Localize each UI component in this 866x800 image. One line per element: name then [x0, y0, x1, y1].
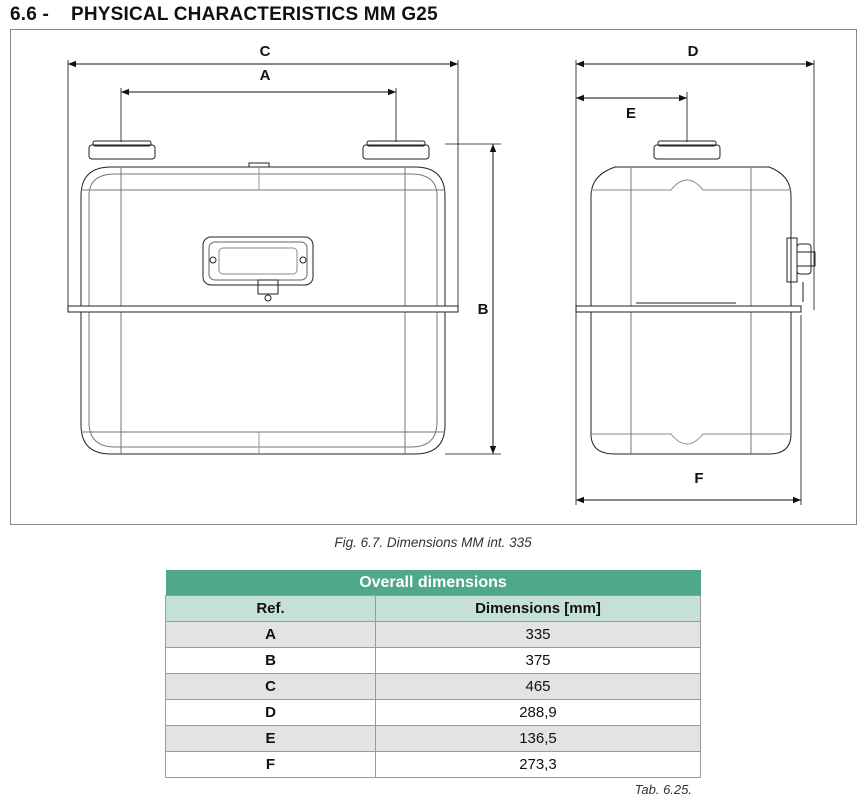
table-row: [166, 700, 701, 726]
section-number: 6.6 -: [10, 4, 50, 25]
side-flange: [576, 306, 801, 312]
side-fitting: [787, 238, 797, 282]
figure-frame: [10, 29, 857, 525]
label-c: C: [259, 43, 271, 60]
table-row: [166, 648, 701, 674]
side-nozzle: [654, 145, 720, 159]
row-value: 136,5: [376, 726, 701, 752]
figure-caption: Fig. 6.7. Dimensions MM int. 335: [334, 535, 532, 550]
row-ref: E: [166, 726, 376, 752]
front-flange: [68, 306, 458, 312]
label-f: F: [694, 470, 704, 487]
label-a: A: [259, 67, 271, 84]
row-ref: C: [166, 674, 376, 700]
table-row: [166, 726, 701, 752]
row-ref: D: [166, 700, 376, 726]
label-d: D: [687, 43, 699, 60]
technical-drawing: [11, 30, 858, 526]
label-e: E: [625, 105, 637, 122]
front-view: [68, 141, 458, 454]
section-heading: [10, 4, 438, 26]
row-ref: B: [166, 648, 376, 674]
header-dimensions: Dimensions [mm]: [376, 596, 701, 622]
table-row: [166, 622, 701, 648]
table-row: [166, 752, 701, 778]
table-caption: Tab. 6.25.: [634, 782, 692, 797]
outlet-nozzle: [363, 145, 429, 159]
row-ref: A: [166, 622, 376, 648]
row-ref: F: [166, 752, 376, 778]
row-value: 288,9: [376, 700, 701, 726]
label-b: B: [477, 301, 489, 318]
row-value: 375: [376, 648, 701, 674]
side-view: [576, 141, 815, 454]
section-title: PHYSICAL CHARACTERISTICS MM G25: [70, 4, 438, 25]
table-title: Overall dimensions: [166, 570, 701, 596]
table-row: [166, 674, 701, 700]
row-value: 273,3: [376, 752, 701, 778]
row-value: 465: [376, 674, 701, 700]
inlet-nozzle: [89, 145, 155, 159]
row-value: 335: [376, 622, 701, 648]
header-ref: Ref.: [166, 596, 376, 622]
dimensions-table: [165, 570, 701, 778]
